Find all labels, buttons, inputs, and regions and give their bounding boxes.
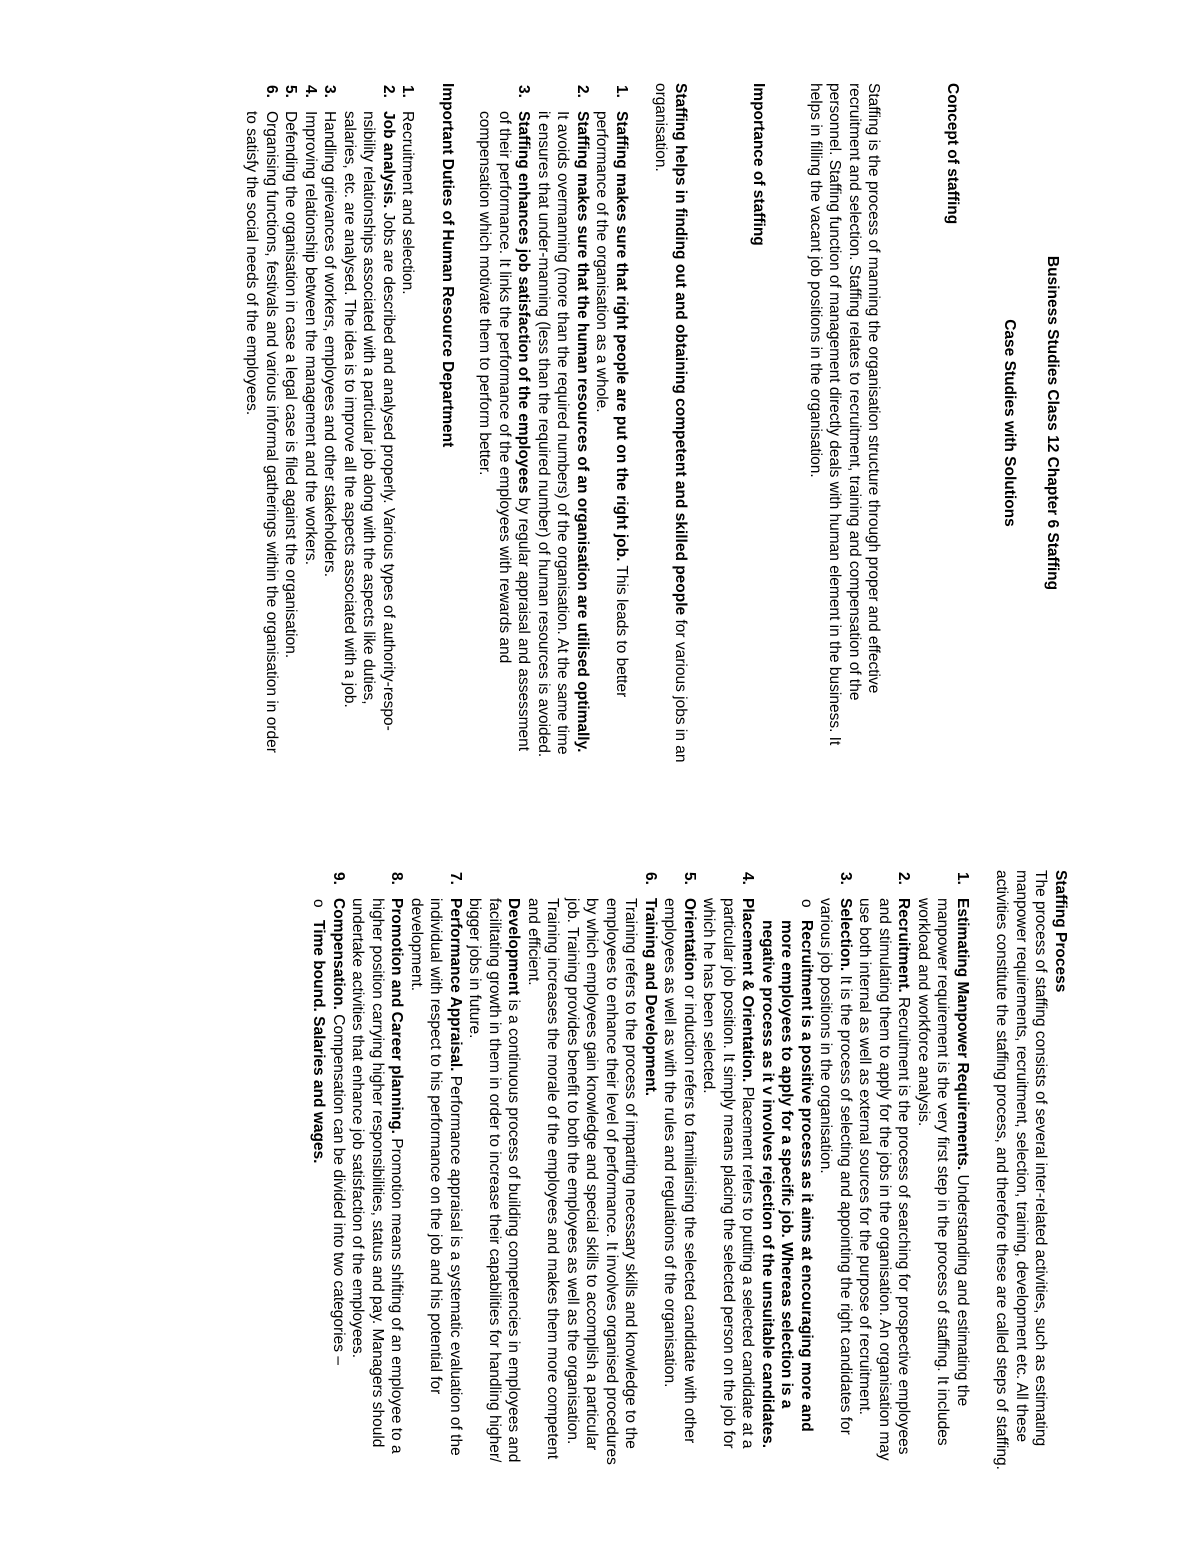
list-item [914,870,973,1470]
list-item [592,83,631,763]
right-column [309,870,1070,1470]
list-item [301,83,321,763]
list-item [475,83,534,763]
list-number: 3. [515,85,533,98]
list-number: 3. [321,85,339,98]
importance-heading: Importance of staffing [750,83,768,246]
bullet-icon: o [310,899,328,908]
list-item [242,83,281,763]
list-number: 4. [302,85,319,98]
list-item [309,870,348,1470]
list-item-text: Placement refers to putting a selected candidate at a particular job position. It simply means placing the selected person on the job for which he has been selected. [700,898,757,1449]
concept-paragraph: Staffing is the process of manning the organisation structure through proper and effective recruitment and selection. Staffing relates to recruitment, training and compensation of the personnel. Staffing function of management directly deals with human element in the business. It helps in filling the vacant job positions in the organisation. [807,83,883,746]
list-number: 2. [380,85,397,98]
list-number: 4. [739,872,757,885]
list-item-text: Handling grievances of workers, employees and other stakeholders. [321,111,339,578]
list-item [660,870,699,1470]
staffing-steps-list [309,870,972,1470]
list-item-text: Recruitment and selection. [399,111,417,295]
list-item-text: Organising functions, festivals and various informal gatherings within the organisation in order to satisfy the social needs of the employees. [243,111,280,753]
compensation-sub-text: Time bound. Salaries and wages. [310,920,328,1164]
list-item-text: It avoids overmanning (more than the required numbers) of the organisation. At the same time it ensures that under-manning (less than the required number) of human resources is avoided. [535,111,572,758]
list-item-bold: Training and Development. [642,898,659,1097]
list-number: 1. [613,85,630,98]
list-item [699,870,758,1470]
selection-sublist [758,870,817,1470]
list-item-bold: Placement & Orientation. [739,898,757,1083]
selection-sub-text: Recruitment is a positive process as it aims at encouraging more and more employees to apply for a specific job. Whereas selection is a negative process as it v involves rejection of the unsuitable candidates. [759,920,815,1449]
training-text: Training refers to the process of imparting necessary skills and knowledge to the employees to enhance their level of performance. It involves organised procedures by which employees gain knowledge and special skills to accomplish a particular job. Training provides benefit to both the employees as well as the organisation. Training increases the morale of the employees and makes them more competent and efficient. [525,898,640,1465]
list-number: 2. [574,85,591,98]
list-item-bold: Staffing makes sure that right people are put on the right job. [613,111,630,562]
list-number: 1. [399,85,417,98]
list-item-bold: Promotion and Career planning. [388,898,406,1134]
list-number: 6. [263,85,280,98]
staffing-process-heading: Staffing Process [1052,870,1069,993]
list-item-bold: Orientation [681,898,698,981]
list-number: 9. [330,872,347,885]
list-item-text: Jobs are described and analysed properly. Various types of authority-respo-nsibility relationships associated with a particular job along with the aspects like duties, salaries, etc. are analysed. The idea is to improve all the aspects associated with a job. [341,111,397,731]
list-item-bold: Job analysis. [380,111,397,209]
importance-bold: Staffing helps in finding out and obtaining competent and skilled people [672,83,689,616]
sublist-item [758,870,817,1470]
duties-heading: Important Duties of Human Resource Department [439,83,456,448]
development-paragraph [465,898,524,1470]
list-item-text: Recruitment is the process of searching for prospective employees and stimulating them to apply for the jobs in the organisation. An organisation may use both internal as well as external sources for the purpose of recruitment. [856,898,913,1461]
left-column [242,83,1070,763]
list-item [855,870,914,1470]
duties-list [242,83,418,763]
list-item [407,870,466,1470]
list-number: 5. [282,85,300,98]
list-number: 7. [447,872,464,885]
list-item-text: or induction refers to familiarising the selected candidate with other employees as well as with the rules and regulations of the organisation. [661,898,698,1444]
training-paragraph [524,898,641,1470]
importance-rest: for various jobs in an organisation. [652,83,689,763]
document-title: Business Studies Class 12 Chapter 6 Staffing [1044,255,1061,591]
sublist-item [309,870,329,1470]
list-item [348,870,407,1470]
list-item-bold: Staffing makes sure that the human resources of an organisation are utilised optimally. [574,111,591,753]
list-item-text: by regular appraisal and assessment of their performance. It links the performance of the employees with rewards and compensation which motivate them to perform better. [476,111,533,752]
list-number: 1. [954,872,971,885]
list-number: 6. [642,872,659,885]
list-number: 8. [388,872,406,885]
list-item-text: It is the process of selecting and appointing the right candidates for various job positions in the organisation. [817,898,854,1435]
list-item [340,83,399,763]
list-item [398,83,418,763]
list-item-bold: Recruitment. [895,898,913,993]
list-item-bold: Performance Appraisal. [447,898,464,1072]
list-item [534,83,593,763]
document-subtitle: Case Studies with Solutions [1001,319,1019,527]
list-item-bold: Estimating Manpower Requirements. [954,898,971,1171]
importance-list [475,83,631,763]
list-item-text: Understanding and estimating the manpower requirement is the very first step in the process of staffing. It includes workload and workforce analysis. [915,898,971,1446]
list-item-text: Defending the organisation in case a legal case is filed against the organisation. [282,111,300,659]
list-item-text: Improving relationship between the management and the workers. [302,111,319,566]
staffing-process-intro: The process of staffing consists of several inter-related activities, such as estimating manpower requirements, recruitment, selection, training, development etc. All these activities constitute the staffing process, and therefore these are called steps of staffing. [993,870,1050,1470]
list-item-bold: Staffing enhances job satisfaction of the employees [515,111,533,494]
list-item [320,83,340,763]
list-number: 5. [681,872,698,885]
list-item [465,870,660,1470]
list-item-bold: Selection. [837,898,854,972]
list-item-text: Compensation can be divided into two categories – [330,1009,347,1365]
list-item-text: Promotion means shifting of an employee to a higher position carrying higher responsibilities, status and pay. Managers should undertake activities that enhance job satisfaction of the employees. [349,898,406,1454]
list-number: 3. [837,872,854,885]
bullet-icon: o [798,899,815,908]
list-number: 2. [895,872,913,885]
list-item-text: This leads to better performance of the organisation as a whole. [593,111,630,698]
list-item-text: Performance appraisal is a systematic evaluation of the individual with respect to his performance on the job and his potential for development. [408,898,464,1456]
development-bold: Development [505,898,523,996]
concept-heading: Concept of staffing [944,83,961,225]
list-item [758,870,856,1470]
list-item [281,83,301,763]
development-text: is a continuous process of building competencies in employees and facilitating growth in them in order to increase their capabilities for handling higher/ bigger jobs in future. [466,898,523,1463]
importance-paragraph [651,83,690,763]
compensation-sublist [309,870,329,1470]
list-item-bold: Compensation. [330,898,347,1010]
